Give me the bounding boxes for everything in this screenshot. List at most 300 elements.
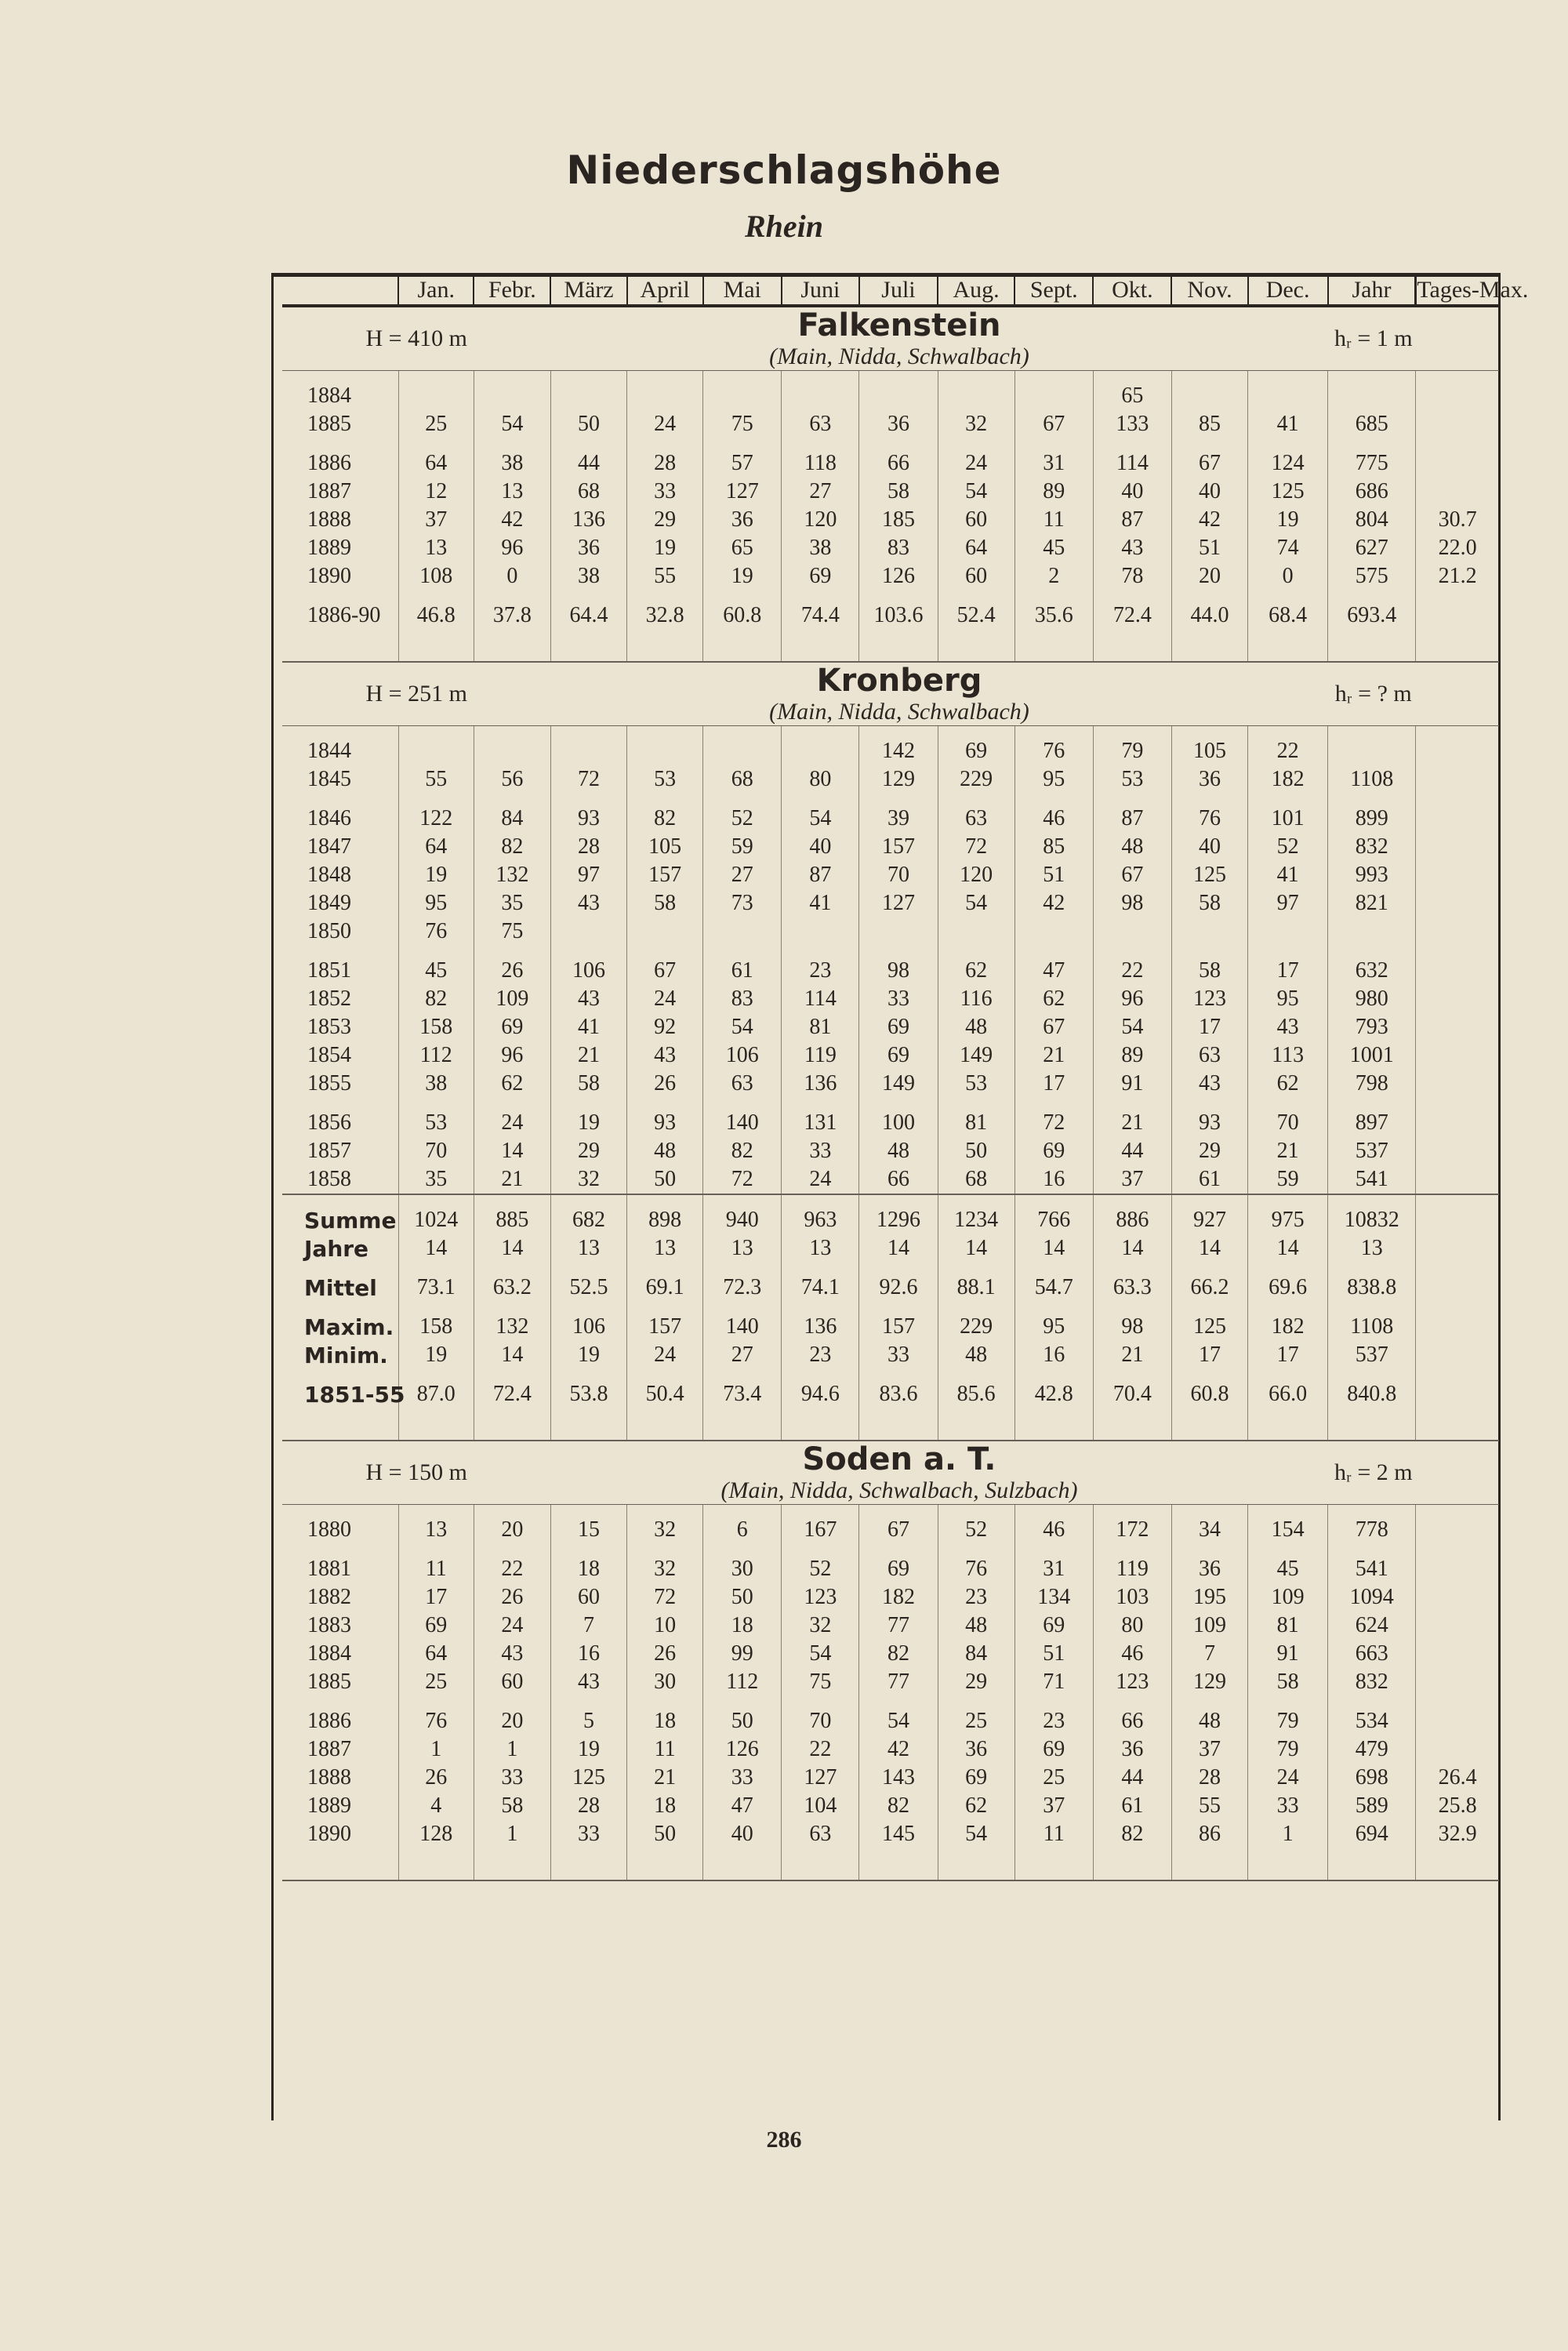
cell-value: 44.0 [1171, 601, 1247, 630]
cell-value: 7 [550, 1612, 626, 1640]
cell-value: 127 [859, 889, 938, 918]
cell-value: 36 [1093, 1735, 1171, 1764]
cell-value: 33 [474, 1764, 550, 1792]
cell-value: 27 [703, 861, 782, 889]
station-name: Soden a. T. [802, 1441, 996, 1477]
cell-value: 36 [1171, 1555, 1247, 1583]
cell-value: 58 [550, 1070, 626, 1098]
cell-value: 68 [703, 765, 782, 794]
cell-value: 38 [550, 562, 626, 590]
cell-year-total: 686 [1328, 478, 1416, 506]
header-month: März [550, 276, 626, 306]
row-gap [282, 946, 1499, 957]
row-label: 1887 [307, 1737, 351, 1761]
cell-daily-max [1416, 1206, 1499, 1234]
cell-daily-max [1416, 889, 1499, 918]
cell-value: 18 [703, 1612, 782, 1640]
cell-value: 66.0 [1248, 1380, 1328, 1408]
cell-year-total: 589 [1328, 1792, 1416, 1820]
cell-value: 37 [1014, 1792, 1093, 1820]
cell-value [550, 382, 626, 410]
cell-value: 69 [859, 1041, 938, 1070]
cell-value: 85.6 [938, 1380, 1014, 1408]
cell-value: 66.2 [1171, 1274, 1247, 1302]
cell-value: 36 [1171, 765, 1247, 794]
station-gauge-height: hᵣ = ? m [1248, 662, 1499, 726]
cell-value: 43 [1248, 1013, 1328, 1041]
cell-value: 47 [1014, 957, 1093, 985]
cell-value: 113 [1248, 1041, 1328, 1070]
cell-daily-max [1416, 1109, 1499, 1137]
cell-value: 63.3 [1093, 1274, 1171, 1302]
cell-value: 69 [938, 737, 1014, 765]
table-row [282, 833, 1499, 861]
cell-value: 975 [1248, 1206, 1328, 1234]
cell-value: 32 [627, 1555, 703, 1583]
cell-value: 29 [1171, 1137, 1247, 1165]
table-row [282, 1792, 1499, 1820]
cell-value: 73.4 [703, 1380, 782, 1408]
cell-value: 28 [627, 449, 703, 478]
cell-value: 25 [398, 410, 474, 438]
cell-value: 65 [703, 534, 782, 562]
cell-value: 43 [550, 889, 626, 918]
station-gauge-height: hᵣ = 1 m [1248, 306, 1499, 371]
cell-value: 16 [550, 1640, 626, 1668]
cell-daily-max [1416, 1041, 1499, 1070]
cell-value: 11 [627, 1735, 703, 1764]
cell-daily-max [1416, 1313, 1499, 1341]
cell-value: 120 [938, 861, 1014, 889]
cell-value [474, 737, 550, 765]
cell-value: 69 [782, 562, 859, 590]
cell-value: 125 [1248, 478, 1328, 506]
row-gap [282, 726, 1499, 738]
cell-value: 81 [782, 1013, 859, 1041]
cell-value [782, 737, 859, 765]
row-label: Summe [304, 1207, 397, 1234]
cell-value: 79 [1093, 737, 1171, 765]
cell-value: 126 [859, 562, 938, 590]
cell-value: 37 [1171, 1735, 1247, 1764]
cell-value: 33 [1248, 1792, 1328, 1820]
cell-value: 83 [859, 534, 938, 562]
cell-value: 182 [1248, 765, 1328, 794]
cell-value: 60.8 [703, 601, 782, 630]
table-row [282, 1313, 1499, 1341]
cell-value: 33 [627, 478, 703, 506]
cell-value: 67 [627, 957, 703, 985]
cell-value: 94.6 [782, 1380, 859, 1408]
cell-daily-max: 26.4 [1416, 1764, 1499, 1792]
cell-value: 74.4 [782, 601, 859, 630]
row-label: 1884 [307, 383, 351, 408]
cell-value: 26 [474, 957, 550, 985]
cell-year-total: 663 [1328, 1640, 1416, 1668]
cell-value: 24 [474, 1109, 550, 1137]
cell-year-total: 632 [1328, 957, 1416, 985]
row-label: 1889 [307, 536, 351, 560]
cell-value: 91 [1093, 1070, 1171, 1098]
row-label: 1857 [307, 1139, 351, 1163]
cell-value: 72 [703, 1165, 782, 1194]
row-label: Minim. [304, 1342, 388, 1368]
cell-value: 13 [627, 1234, 703, 1263]
cell-daily-max [1416, 861, 1499, 889]
cell-value: 125 [1171, 1313, 1247, 1341]
cell-value: 42 [859, 1735, 938, 1764]
row-label: Mittel [304, 1274, 377, 1301]
table-row [282, 1516, 1499, 1544]
cell-year-total: 685 [1328, 410, 1416, 438]
cell-value: 99 [703, 1640, 782, 1668]
cell-value: 42 [1014, 889, 1093, 918]
table-row [282, 1109, 1499, 1137]
header-month: Juli [859, 276, 938, 306]
cell-value: 70.4 [1093, 1380, 1171, 1408]
cell-value: 68.4 [1248, 601, 1328, 630]
cell-value: 24 [1248, 1764, 1328, 1792]
cell-value: 112 [703, 1668, 782, 1696]
cell-year-total: 13 [1328, 1234, 1416, 1263]
cell-value: 50 [703, 1583, 782, 1612]
cell-value: 21 [550, 1041, 626, 1070]
cell-value: 22 [1248, 737, 1328, 765]
cell-daily-max [1416, 1274, 1499, 1302]
cell-value: 62 [938, 957, 1014, 985]
cell-value: 43 [550, 985, 626, 1013]
cell-year-total: 897 [1328, 1109, 1416, 1137]
cell-value: 52.5 [550, 1274, 626, 1302]
table-row [282, 382, 1499, 410]
cell-year-total: 534 [1328, 1707, 1416, 1735]
cell-value: 51 [1014, 861, 1093, 889]
cell-daily-max: 22.0 [1416, 534, 1499, 562]
cell-value: 52 [782, 1555, 859, 1583]
cell-year-total: 1108 [1328, 1313, 1416, 1341]
cell-value: 50 [703, 1707, 782, 1735]
cell-value: 34 [1171, 1516, 1247, 1544]
cell-value: 32 [938, 410, 1014, 438]
cell-value: 29 [550, 1137, 626, 1165]
cell-value: 17 [1248, 957, 1328, 985]
cell-value: 23 [938, 1583, 1014, 1612]
cell-value: 95 [1248, 985, 1328, 1013]
cell-value: 6 [703, 1516, 782, 1544]
cell-value: 98 [1093, 889, 1171, 918]
cell-value: 119 [1093, 1555, 1171, 1583]
cell-value: 26 [398, 1764, 474, 1792]
row-label: 1884 [307, 1641, 351, 1666]
cell-value: 64 [398, 833, 474, 861]
cell-value: 18 [627, 1792, 703, 1820]
cell-value: 58 [1171, 889, 1247, 918]
cell-value: 76 [1171, 805, 1247, 833]
table-row [282, 1380, 1499, 1408]
cell-year-total: 838.8 [1328, 1274, 1416, 1302]
table-row [282, 1234, 1499, 1263]
cell-value: 67 [1014, 1013, 1093, 1041]
cell-value: 157 [627, 861, 703, 889]
cell-value: 19 [550, 1341, 626, 1369]
row-label: 1847 [307, 834, 351, 859]
cell-value: 87 [782, 861, 859, 889]
cell-value: 112 [398, 1041, 474, 1070]
cell-value: 66 [859, 449, 938, 478]
cell-value: 77 [859, 1668, 938, 1696]
cell-daily-max [1416, 737, 1499, 765]
table-row [282, 601, 1499, 630]
cell-value: 60 [938, 562, 1014, 590]
cell-value: 45 [1248, 1555, 1328, 1583]
station-header [282, 662, 1499, 726]
cell-value: 45 [1014, 534, 1093, 562]
table-row [282, 1735, 1499, 1764]
cell-value: 33 [550, 1820, 626, 1848]
cell-year-total: 479 [1328, 1735, 1416, 1764]
cell-value: 24 [474, 1612, 550, 1640]
cell-value: 27 [782, 478, 859, 506]
section-separator [282, 1848, 1499, 1880]
cell-value: 7 [1171, 1640, 1247, 1668]
cell-value: 61 [703, 957, 782, 985]
cell-value: 54 [703, 1013, 782, 1041]
table-row [282, 449, 1499, 478]
cell-value: 50.4 [627, 1380, 703, 1408]
cell-value: 87 [1093, 805, 1171, 833]
cell-daily-max [1416, 601, 1499, 630]
cell-value: 48 [1171, 1707, 1247, 1735]
cell-value: 36 [938, 1735, 1014, 1764]
cell-daily-max [1416, 1735, 1499, 1764]
cell-value [703, 737, 782, 765]
station-basins: (Main, Nidda, Schwalbach, Sulzbach) [720, 1477, 1078, 1503]
page-number: 286 [766, 2127, 802, 2153]
cell-value: 40 [782, 833, 859, 861]
cell-value: 91 [1248, 1640, 1328, 1668]
cell-value [782, 918, 859, 946]
cell-value [703, 382, 782, 410]
cell-value: 76 [398, 918, 474, 946]
cell-value: 51 [1171, 534, 1247, 562]
cell-value: 23 [782, 957, 859, 985]
cell-value: 20 [474, 1516, 550, 1544]
cell-value: 167 [782, 1516, 859, 1544]
cell-value: 56 [474, 765, 550, 794]
cell-value: 38 [474, 449, 550, 478]
cell-value: 19 [550, 1109, 626, 1137]
cell-daily-max [1416, 805, 1499, 833]
cell-daily-max [1416, 957, 1499, 985]
cell-value: 182 [1248, 1313, 1328, 1341]
cell-value: 114 [1093, 449, 1171, 478]
cell-value: 22 [782, 1735, 859, 1764]
cell-value: 24 [627, 985, 703, 1013]
cell-value: 5 [550, 1707, 626, 1735]
cell-value: 55 [1171, 1792, 1247, 1820]
cell-value [1171, 382, 1247, 410]
cell-value: 131 [782, 1109, 859, 1137]
cell-value: 86 [1171, 1820, 1247, 1848]
cell-value: 69 [1014, 1735, 1093, 1764]
row-gap [282, 1696, 1499, 1707]
cell-value: 55 [627, 562, 703, 590]
row-gap [282, 590, 1499, 601]
cell-value [627, 382, 703, 410]
cell-value: 109 [1171, 1612, 1247, 1640]
cell-year-total: 778 [1328, 1516, 1416, 1544]
cell-value: 82 [859, 1792, 938, 1820]
cell-value: 64 [938, 534, 1014, 562]
row-label: 1880 [307, 1517, 351, 1542]
cell-value: 142 [859, 737, 938, 765]
cell-value: 0 [1248, 562, 1328, 590]
table-row [282, 889, 1499, 918]
cell-value: 109 [1248, 1583, 1328, 1612]
cell-value: 71 [1014, 1668, 1093, 1696]
cell-value: 60 [474, 1668, 550, 1696]
cell-value: 38 [398, 1070, 474, 1098]
table-row [282, 1668, 1499, 1696]
cell-daily-max [1416, 1070, 1499, 1098]
station-title-block [550, 306, 1247, 371]
cell-daily-max [1416, 478, 1499, 506]
station-title-block [550, 662, 1247, 726]
cell-value: 60 [550, 1583, 626, 1612]
cell-value: 44 [550, 449, 626, 478]
cell-value: 17 [1171, 1341, 1247, 1369]
cell-value: 21 [1093, 1109, 1171, 1137]
cell-value [703, 918, 782, 946]
table-row [282, 1583, 1499, 1612]
cell-value: 30 [703, 1555, 782, 1583]
row-label: 1850 [307, 919, 351, 943]
cell-year-total: 821 [1328, 889, 1416, 918]
row-label: 1854 [307, 1043, 351, 1067]
cell-daily-max [1416, 1165, 1499, 1194]
table-row [282, 1555, 1499, 1583]
cell-value: 27 [703, 1341, 782, 1369]
cell-value: 84 [938, 1640, 1014, 1668]
cell-value: 41 [782, 889, 859, 918]
cell-value: 28 [550, 833, 626, 861]
row-label: 1882 [307, 1585, 351, 1609]
cell-value: 72.4 [474, 1380, 550, 1408]
cell-value: 33 [859, 985, 938, 1013]
cell-value: 52.4 [938, 601, 1014, 630]
station-basins: (Main, Nidda, Schwalbach) [769, 343, 1029, 369]
cell-value: 36 [703, 506, 782, 534]
table-row [282, 918, 1499, 946]
row-label: 1858 [307, 1167, 351, 1191]
cell-value: 82 [703, 1137, 782, 1165]
cell-value: 149 [938, 1041, 1014, 1070]
cell-value: 54 [1093, 1013, 1171, 1041]
cell-year-total: 575 [1328, 562, 1416, 590]
cell-value: 64.4 [550, 601, 626, 630]
cell-value [1014, 918, 1093, 946]
cell-value: 87 [1093, 506, 1171, 534]
cell-value: 72.4 [1093, 601, 1171, 630]
cell-value: 106 [550, 957, 626, 985]
cell-value: 132 [474, 1313, 550, 1341]
cell-value: 52 [703, 805, 782, 833]
cell-value: 96 [1093, 985, 1171, 1013]
cell-value: 14 [1014, 1234, 1093, 1263]
cell-value: 54.7 [1014, 1274, 1093, 1302]
cell-value: 136 [782, 1070, 859, 1098]
cell-value: 42 [474, 506, 550, 534]
cell-value: 26 [627, 1070, 703, 1098]
cell-value: 80 [782, 765, 859, 794]
cell-value [1248, 382, 1328, 410]
row-label: 1886-90 [307, 603, 381, 627]
cell-value: 136 [782, 1313, 859, 1341]
cell-value: 134 [1014, 1583, 1093, 1612]
header-daily-max: Tages-Max. [1416, 276, 1499, 306]
cell-value: 89 [1093, 1041, 1171, 1070]
cell-value: 40 [1093, 478, 1171, 506]
cell-value: 60.8 [1171, 1380, 1247, 1408]
cell-value: 106 [550, 1313, 626, 1341]
cell-value [1093, 918, 1171, 946]
cell-value: 82 [627, 805, 703, 833]
cell-value: 43 [550, 1668, 626, 1696]
table-row [282, 506, 1499, 534]
cell-value: 20 [1171, 562, 1247, 590]
row-label: 1855 [307, 1071, 351, 1096]
cell-value: 127 [782, 1764, 859, 1792]
cell-value: 96 [474, 534, 550, 562]
cell-value [1014, 382, 1093, 410]
cell-value: 940 [703, 1206, 782, 1234]
station-header [282, 306, 1499, 371]
cell-value: 98 [859, 957, 938, 985]
cell-value: 23 [1014, 1707, 1093, 1735]
cell-value: 53 [938, 1070, 1014, 1098]
cell-value: 43 [1093, 534, 1171, 562]
station-height: H = 251 m [282, 662, 550, 726]
table-row [282, 985, 1499, 1013]
cell-value: 182 [859, 1583, 938, 1612]
table-row [282, 1764, 1499, 1792]
cell-value: 63 [782, 1820, 859, 1848]
cell-value: 48 [938, 1341, 1014, 1369]
cell-value: 229 [938, 765, 1014, 794]
cell-daily-max [1416, 1380, 1499, 1408]
cell-value: 26 [627, 1640, 703, 1668]
cell-value: 19 [627, 534, 703, 562]
cell-value: 69 [859, 1555, 938, 1583]
table-row [282, 1274, 1499, 1302]
cell-value: 85 [1171, 410, 1247, 438]
cell-value: 70 [782, 1707, 859, 1735]
table-row [282, 1041, 1499, 1070]
cell-value: 76 [398, 1707, 474, 1735]
cell-value: 108 [398, 562, 474, 590]
cell-value: 81 [938, 1109, 1014, 1137]
cell-value: 14 [1171, 1234, 1247, 1263]
cell-year-total: 798 [1328, 1070, 1416, 1098]
cell-value: 29 [938, 1668, 1014, 1696]
header-month: Mai [703, 276, 782, 306]
cell-value: 93 [627, 1109, 703, 1137]
cell-value: 79 [1248, 1707, 1328, 1735]
cell-value: 67 [1014, 410, 1093, 438]
cell-year-total: 10832 [1328, 1206, 1416, 1234]
cell-value: 0 [474, 562, 550, 590]
cell-value: 50 [550, 410, 626, 438]
